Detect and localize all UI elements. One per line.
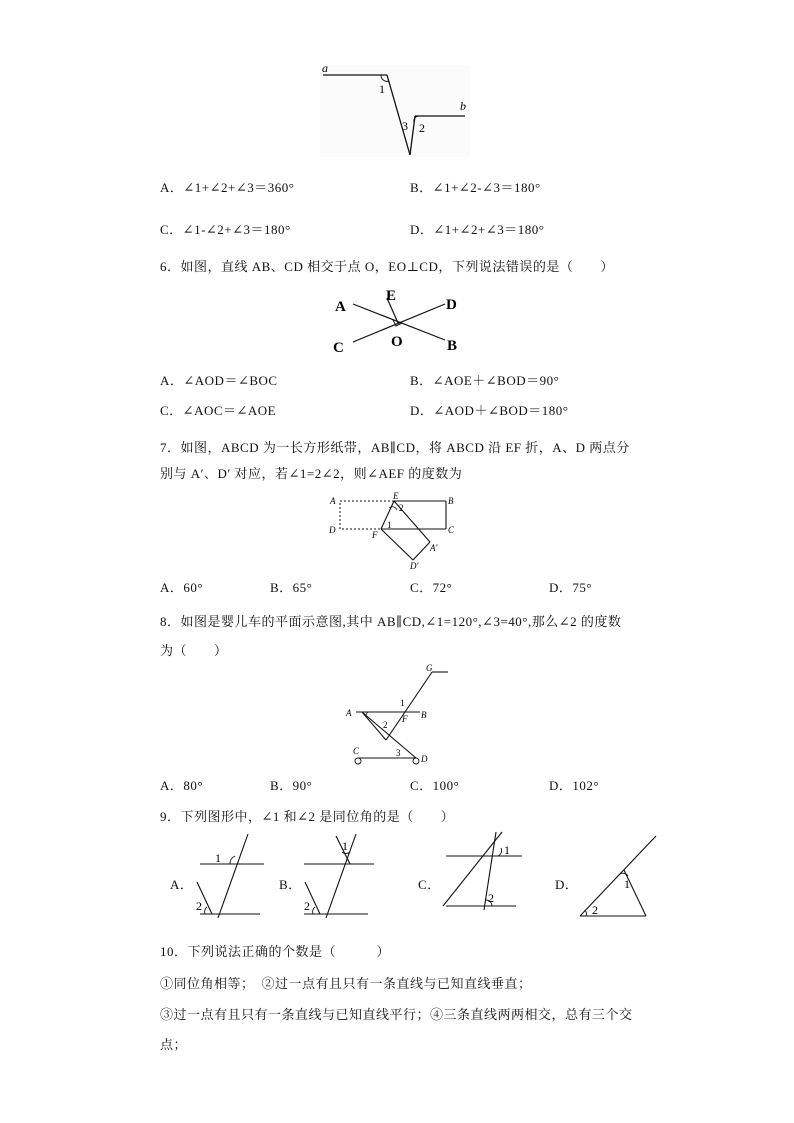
q9-figure-d bbox=[576, 830, 666, 920]
q6-option-d: D．∠AOD＋∠BOD＝180° bbox=[410, 403, 569, 418]
q6-label-E: E bbox=[386, 288, 397, 304]
q5-option-c: C．∠1-∠2+∠3＝180° bbox=[160, 222, 291, 237]
q8-option-d: D．102° bbox=[549, 778, 600, 793]
q5-label-2: 2 bbox=[419, 121, 425, 135]
q9-c-label-2: 2 bbox=[488, 891, 494, 905]
q10-question: 10．下列说法正确的个数是（ ） bbox=[160, 944, 391, 959]
q9-a-label-1: 1 bbox=[215, 851, 221, 865]
q6-label-D: D bbox=[446, 297, 457, 313]
q8-question-line1: 8．如图是婴儿车的平面示意图,其中 AB∥CD,∠1=120°,∠3=40°,那么∠2 的度数 bbox=[160, 614, 622, 629]
q6-figure bbox=[325, 282, 475, 362]
q6-label-O: O bbox=[391, 334, 403, 350]
q7-label-E: E bbox=[393, 491, 399, 501]
q6-option-c: C．∠AOC＝∠AOE bbox=[160, 403, 277, 418]
q9-fig-b-label: B． bbox=[279, 877, 302, 892]
q6-question: 6．如图，直线 AB、CD 相交于点 O，EO⊥CD，下列说法错误的是（ ） bbox=[160, 259, 614, 274]
q8-label-D: D bbox=[421, 754, 428, 764]
q9-fig-c-label: C． bbox=[418, 877, 441, 892]
q8-label-A: A bbox=[346, 708, 352, 718]
q9-figure-b bbox=[298, 830, 378, 920]
q10-line3: 点； bbox=[160, 1037, 188, 1052]
q6-label-A: A bbox=[335, 299, 346, 315]
q9-c-label-1: 1 bbox=[504, 843, 510, 857]
q8-option-c: C．100° bbox=[410, 778, 460, 793]
q7-question-line1: 7．如图，ABCD 为一长方形纸带，AB∥CD，将 ABCD 沿 EF 折，A、D 两点分 bbox=[160, 440, 630, 455]
q5-option-d: D．∠1+∠2+∠3＝180° bbox=[410, 222, 545, 237]
q7-label-D: D bbox=[329, 525, 336, 535]
q7-option-d: D．75° bbox=[549, 580, 593, 595]
q8-question-line2: 为（ ） bbox=[160, 643, 228, 658]
q8-label-G: G bbox=[426, 663, 433, 673]
q5-label-1: 1 bbox=[379, 82, 385, 96]
q7-label-2: 2 bbox=[399, 503, 404, 513]
q7-question-line2: 别与 A′、D′ 对应，若∠1=2∠2，则∠AEF 的度数为 bbox=[160, 466, 463, 481]
q7-option-b: B．65° bbox=[270, 580, 313, 595]
q10-line1: ①同位角相等； ②过一点有且只有一条直线与已知直线垂直； bbox=[160, 976, 532, 991]
q8-figure bbox=[340, 660, 450, 770]
q9-d-label-1: 1 bbox=[624, 877, 630, 891]
q6-option-b: B．∠AOE＋∠BOD＝90° bbox=[410, 373, 560, 388]
q5-label-b: b bbox=[460, 99, 466, 113]
q8-label-C: C bbox=[353, 746, 360, 756]
q6-option-a: A．∠AOD＝∠BOC bbox=[160, 373, 278, 388]
q7-label-A-prime: A′ bbox=[430, 543, 438, 553]
q10-line2: ③过一点有且只有一条直线与已知直线平行；④三条直线两两相交，总有三个交 bbox=[160, 1007, 633, 1022]
q8-option-b: B．90° bbox=[270, 778, 313, 793]
q9-figure-c bbox=[440, 828, 530, 912]
q7-figure bbox=[326, 492, 466, 572]
q7-label-1: 1 bbox=[387, 520, 392, 530]
q5-figure bbox=[315, 60, 475, 160]
q8-label-F: F bbox=[402, 714, 408, 724]
q8-label-B: B bbox=[421, 710, 427, 720]
q7-label-B: B bbox=[448, 496, 454, 506]
q7-label-D-prime: D′ bbox=[410, 561, 419, 571]
q8-label-1: 1 bbox=[400, 698, 405, 708]
q7-label-C: C bbox=[448, 525, 455, 535]
q9-b-label-1: 1 bbox=[342, 839, 348, 853]
q5-label-3: 3 bbox=[402, 119, 408, 133]
q8-option-a: A．80° bbox=[160, 778, 204, 793]
q9-figure-a bbox=[190, 830, 270, 920]
q8-label-2: 2 bbox=[383, 720, 388, 730]
q7-label-F: F bbox=[372, 530, 378, 540]
q5-option-a: A．∠1+∠2+∠3＝360° bbox=[160, 180, 295, 195]
q7-option-a: A．60° bbox=[160, 580, 204, 595]
q9-b-label-2: 2 bbox=[304, 899, 310, 913]
q9-a-label-2: 2 bbox=[196, 899, 202, 913]
q8-label-3: 3 bbox=[396, 748, 401, 758]
q5-option-b: B．∠1+∠2-∠3＝180° bbox=[410, 180, 541, 195]
q6-label-B: B bbox=[447, 338, 458, 354]
q7-option-c: C．72° bbox=[410, 580, 453, 595]
q9-d-label-2: 2 bbox=[592, 903, 598, 917]
q9-fig-d-label: D． bbox=[555, 877, 579, 892]
q7-label-A: A bbox=[330, 496, 336, 506]
q5-label-a: a bbox=[322, 61, 328, 75]
q9-question: 9．下列图形中，∠1 和∠2 是同位角的是（ ） bbox=[160, 809, 455, 824]
q6-label-C: C bbox=[333, 340, 344, 356]
q9-fig-a-label: A． bbox=[170, 877, 194, 892]
